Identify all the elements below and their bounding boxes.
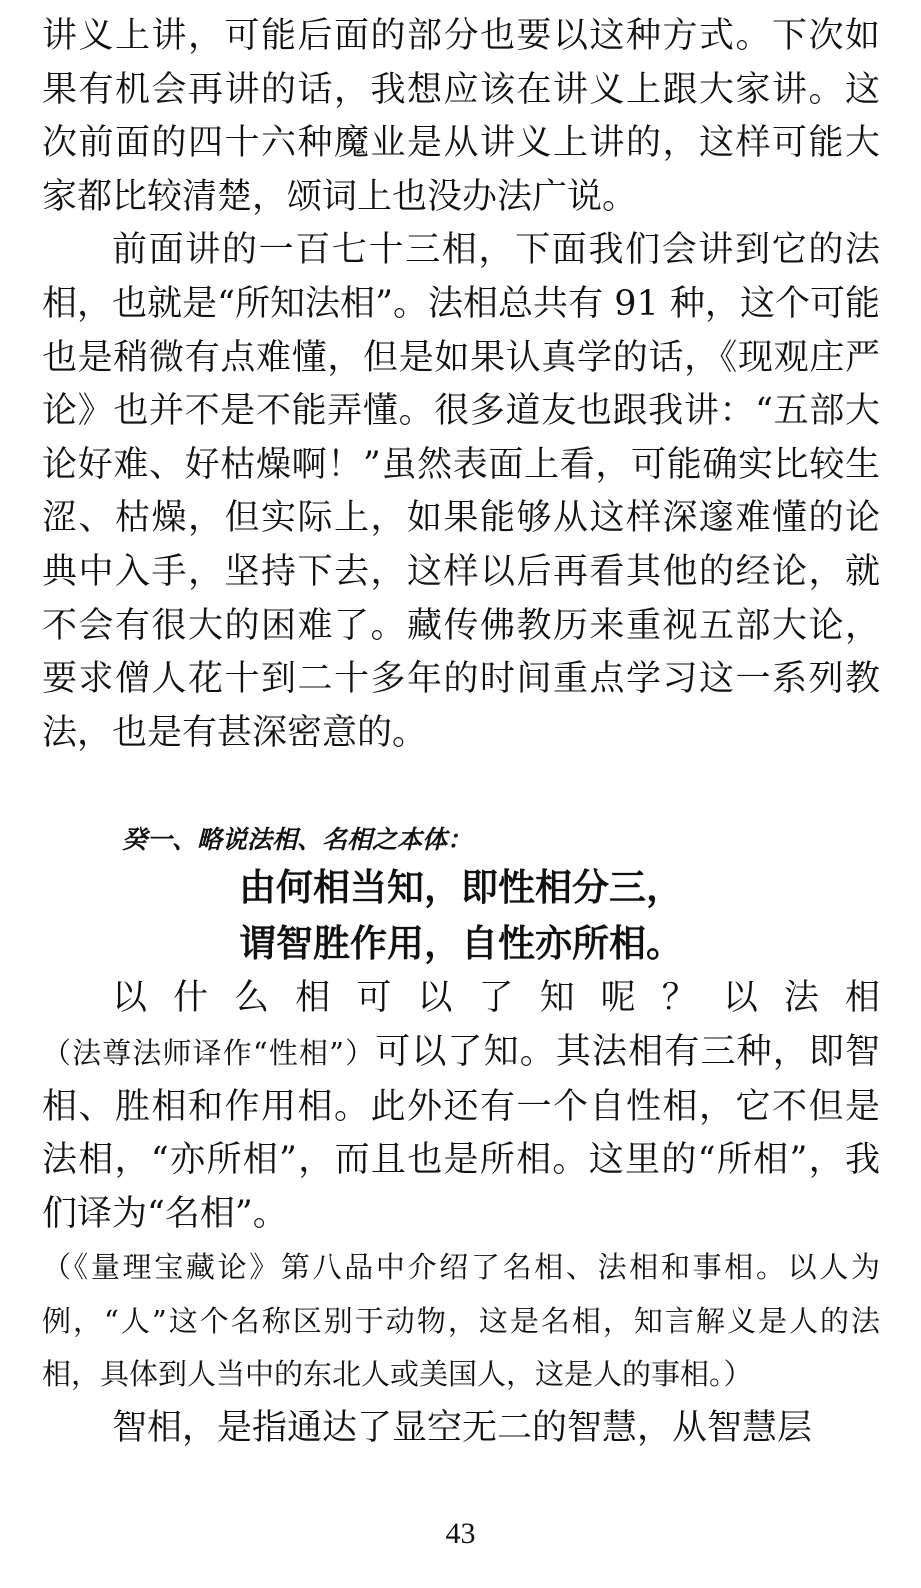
paragraph-3-text-b: 可以了知。其法相有三种，即智相、胜相和作用相。此外还有一个自性相，它不但是法相，“亦所相”，而且也是所相。这里的“所相”，我们译为“名相”。 xyxy=(42,1031,880,1234)
page-number: 43 xyxy=(445,1517,476,1550)
verse-line-2: 谓智胜作用，自性亦所相。 xyxy=(239,922,683,966)
page-body xyxy=(42,10,880,1456)
section-heading: 癸一、略说法相、名相之本体： xyxy=(122,825,473,855)
translator-note: （法尊法师译作“性相”） xyxy=(42,1035,376,1070)
explanatory-note: （《量理宝藏论》第八品中介绍了名相、法相和事相。以人为例，“人”这个名称区别于动物，这是名相，知言解义是人的法相，具体到人当中的东北人或美国人，这是人的事相。） xyxy=(42,1250,880,1392)
paragraph-2: 前面讲的一百七十三相，下面我们会讲到它的法相，也就是“所知法相”。法相总共有 91 种，这个可能也是稍微有点难懂，但是如果认真学的话，《现观庄严论》也并不是不能弄懂。很多道友也跟我讲：“五部大论好难、好枯燥啊！”虽然表面上看，可能确实比较生涩、枯燥，但实际上，如果能够从这样深邃难懂的论典中入手，坚持下去，这样以后再看其他的经论，就不会有很大的困难了。藏传佛教历来重视五部大论，要求僧人花十到二十多年的时间重点学习这一系列教法，也是有甚深密意的。 xyxy=(42,230,880,753)
paragraph-1: 讲义上讲，可能后面的部分也要以这种方式。下次如果有机会再讲的话，我想应该在讲义上跟大家讲。这次前面的四十六种魔业是从讲义上讲的，这样可能大家都比较清楚，颂词上也没办法广说。 xyxy=(42,16,880,217)
paragraph-3 xyxy=(42,972,880,1241)
section-gap xyxy=(42,760,880,820)
paragraph-4: 智相，是指通达了显空无二的智慧，从智慧层 xyxy=(112,1408,813,1449)
paragraph-3-text-a: 以什么相可以了知呢？以法相 xyxy=(112,978,880,1019)
verse-line-1: 由何相当知，即性相分三， xyxy=(239,866,683,910)
